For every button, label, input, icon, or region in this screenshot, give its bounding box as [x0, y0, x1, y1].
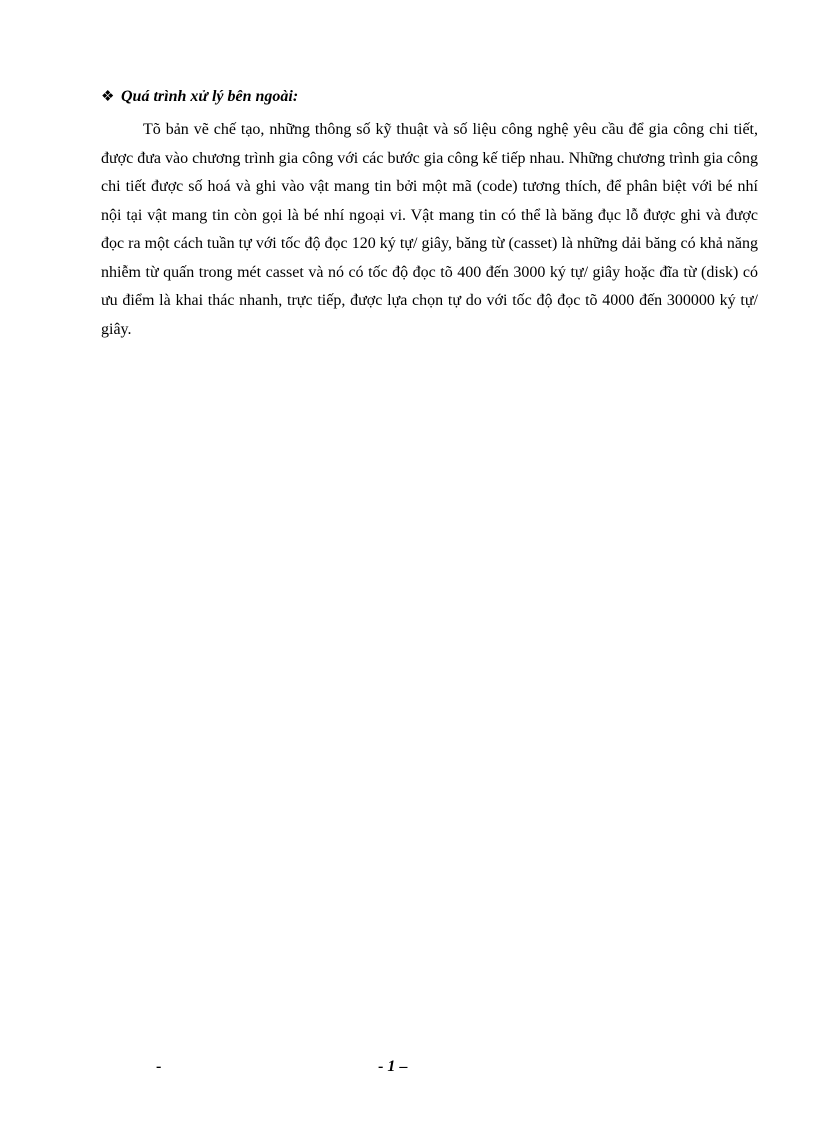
footer-left-dash: - [156, 1058, 162, 1075]
section-heading [101, 86, 298, 108]
page-number-suffix: – [395, 1058, 408, 1075]
page-number-prefix: - [378, 1058, 388, 1075]
four-diamond-bullet-icon: ❖ [101, 89, 115, 105]
page-number-value: 1 [387, 1058, 396, 1075]
body-paragraph: Tõ bản vẽ chế tạo, những thông số kỹ thuật và số liệu công nghệ yêu cầu để gia công chi tiết, được đưa vào chương trình gia công với các bước gia công kế tiếp nhau. Những chương trình gia công chi tiết được số hoá và ghi vào vật mang tin bởi một mã (code) tương thích, để phân biệt với bé nhí nội tại vật mang tin còn gọi là bé nhí ngoại vi. Vật mang tin có thể là băng đục lỗ được ghi và được đọc ra một cách tuần tự với tốc độ đọc 120 ký tự/ giây, băng từ (casset) là những dải băng có khả năng nhiễm từ quấn trong mét casset và nó có tốc độ đọc tõ 400 đến 3000 ký tự/ giây hoặc đĩa từ (disk) có ưu điểm là khai thác nhanh, trực tiếp, được lựa chọn tự do với tốc độ đọc tõ 4000 đến 300000 ký tự/ giây. [101, 121, 758, 338]
page-number [378, 1058, 407, 1076]
section-heading-text: Quá trình xử lý bên ngoài: [121, 88, 299, 105]
